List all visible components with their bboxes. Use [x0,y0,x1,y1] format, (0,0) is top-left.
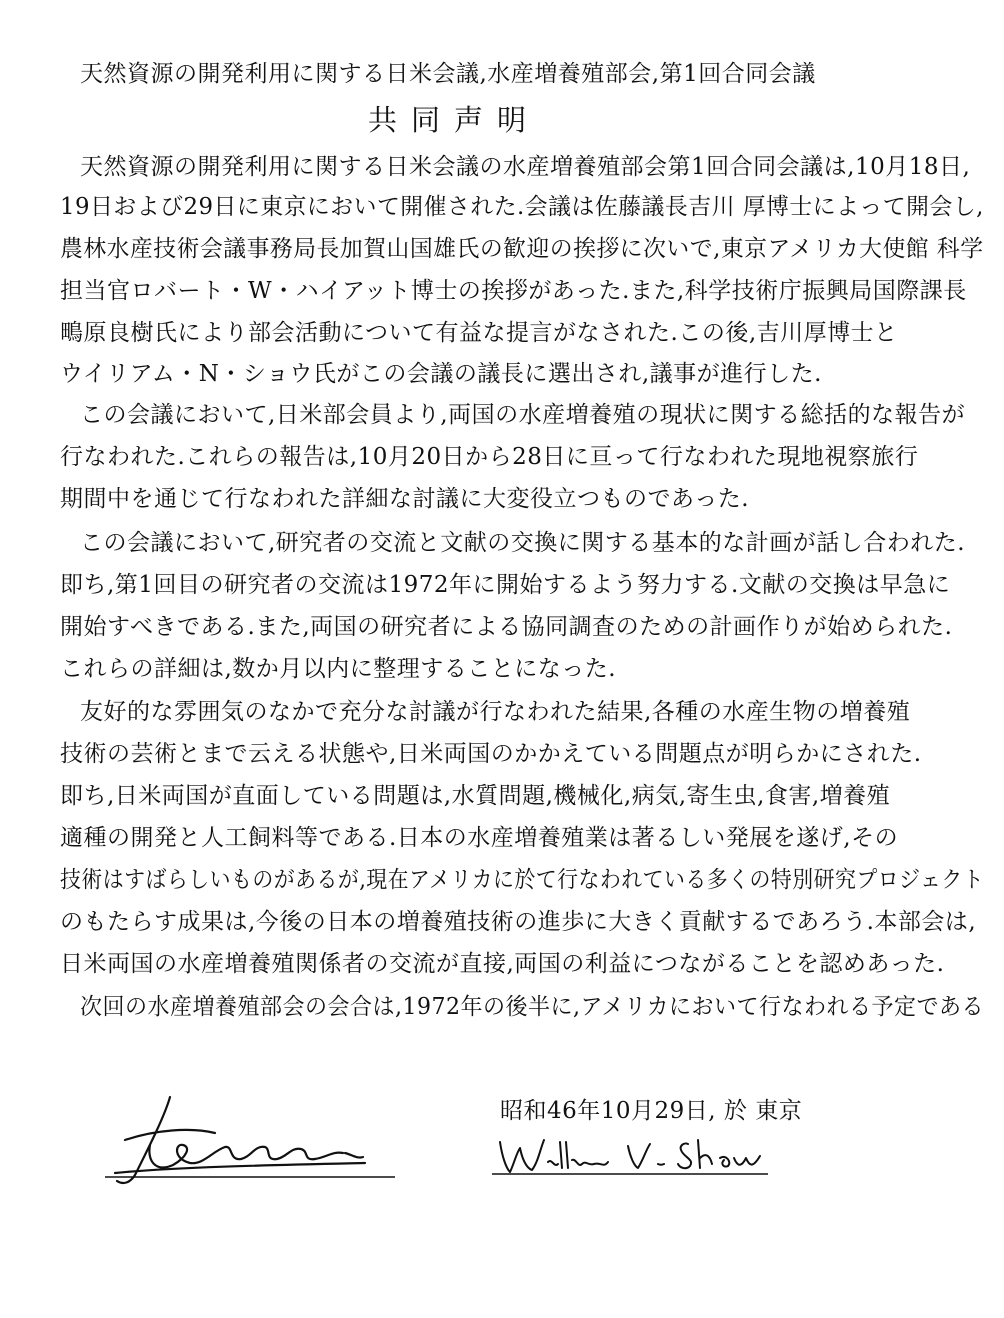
date-place: 昭和46年10月29日, 於 東京 [500,1098,803,1124]
page-title: 共同声明 [368,103,541,137]
body-line: 技術の芸術とまで云える状態や,日米両国のかかえている問題点が明らかにされた. [60,741,922,767]
body-line: この会議において,日米部会員より,両国の水産増養殖の現状に関する総括的な報告が [80,402,966,428]
body-line: これらの詳細は,数か月以内に整理することになった. [60,656,617,682]
body-line: 次回の水産増養殖部会の会合は,1972年の後半に,アメリカにおいて行なわれる予定である [80,994,985,1020]
meeting-subtitle: 天然資源の開発利用に関する日米会議,水産増養殖部会,第1回合同会議 [80,61,816,87]
body-line: 期間中を通じて行なわれた詳細な討議に大変役立つものであった. [60,486,750,512]
body-line: 友好的な雰囲気のなかで充分な討議が行なわれた結果,各種の水産生物の増養殖 [80,699,911,725]
body-line: 日米両国の水産増養殖関係者の交流が直接,両国の利益につながることを認めあった. [60,951,945,977]
body-line: 適種の開発と人工飼料等である.日本の水産増養殖業は著るしい発展を遂げ,その [60,825,899,851]
body-line: 鴫原良樹氏により部会活動について有益な提言がなされた.この後,吉川厚博士と [60,320,898,346]
body-line: のもたらす成果は,今後の日本の増養殖技術の進歩に大きく貢献するであろう.本部会は, [60,909,977,935]
body-line: この会議において,研究者の交流と文献の交換に関する基本的な計画が話し合われた. [80,530,966,556]
body-line: ウイリアム・N・ショウ氏がこの会議の議長に選出され,議事が進行した. [60,361,822,387]
body-line: 19日および29日に東京において開催された.会議は佐藤議長吉川 厚博士によって開会し, [60,194,984,220]
signature-left [95,1085,415,1195]
body-line: 開始すべきである.また,両国の研究者による協同調査のための計画作りが始められた. [60,614,953,640]
body-line: 即ち,日米両国が直面している問題は,水質問題,機械化,病気,寄生虫,食害,増養殖 [60,783,891,809]
body-line: 技術はすばらしいものがあるが,現在アメリカに於て行なわれている多くの特別研究プロジェクト [60,867,985,893]
body-line: 農林水産技術会議事務局長加賀山国雄氏の歓迎の挨拶に次いで,東京アメリカ大使館 科学 [60,236,984,262]
body-line: 行なわれた.これらの報告は,10月20日から28日に亘って行なわれた現地視察旅行 [60,444,919,470]
signature-right [488,1128,778,1188]
body-line: 天然資源の開発利用に関する日米会議の水産増養殖部会第1回合同会議は,10月18日, [80,154,971,180]
body-line: 即ち,第1回目の研究者の交流は1972年に開始するよう努力する.文献の交換は早急に [60,572,951,598]
body-line: 担当官ロバート・W・ハイアット博士の挨拶があった.また,科学技術庁振興局国際課長 [60,278,967,304]
